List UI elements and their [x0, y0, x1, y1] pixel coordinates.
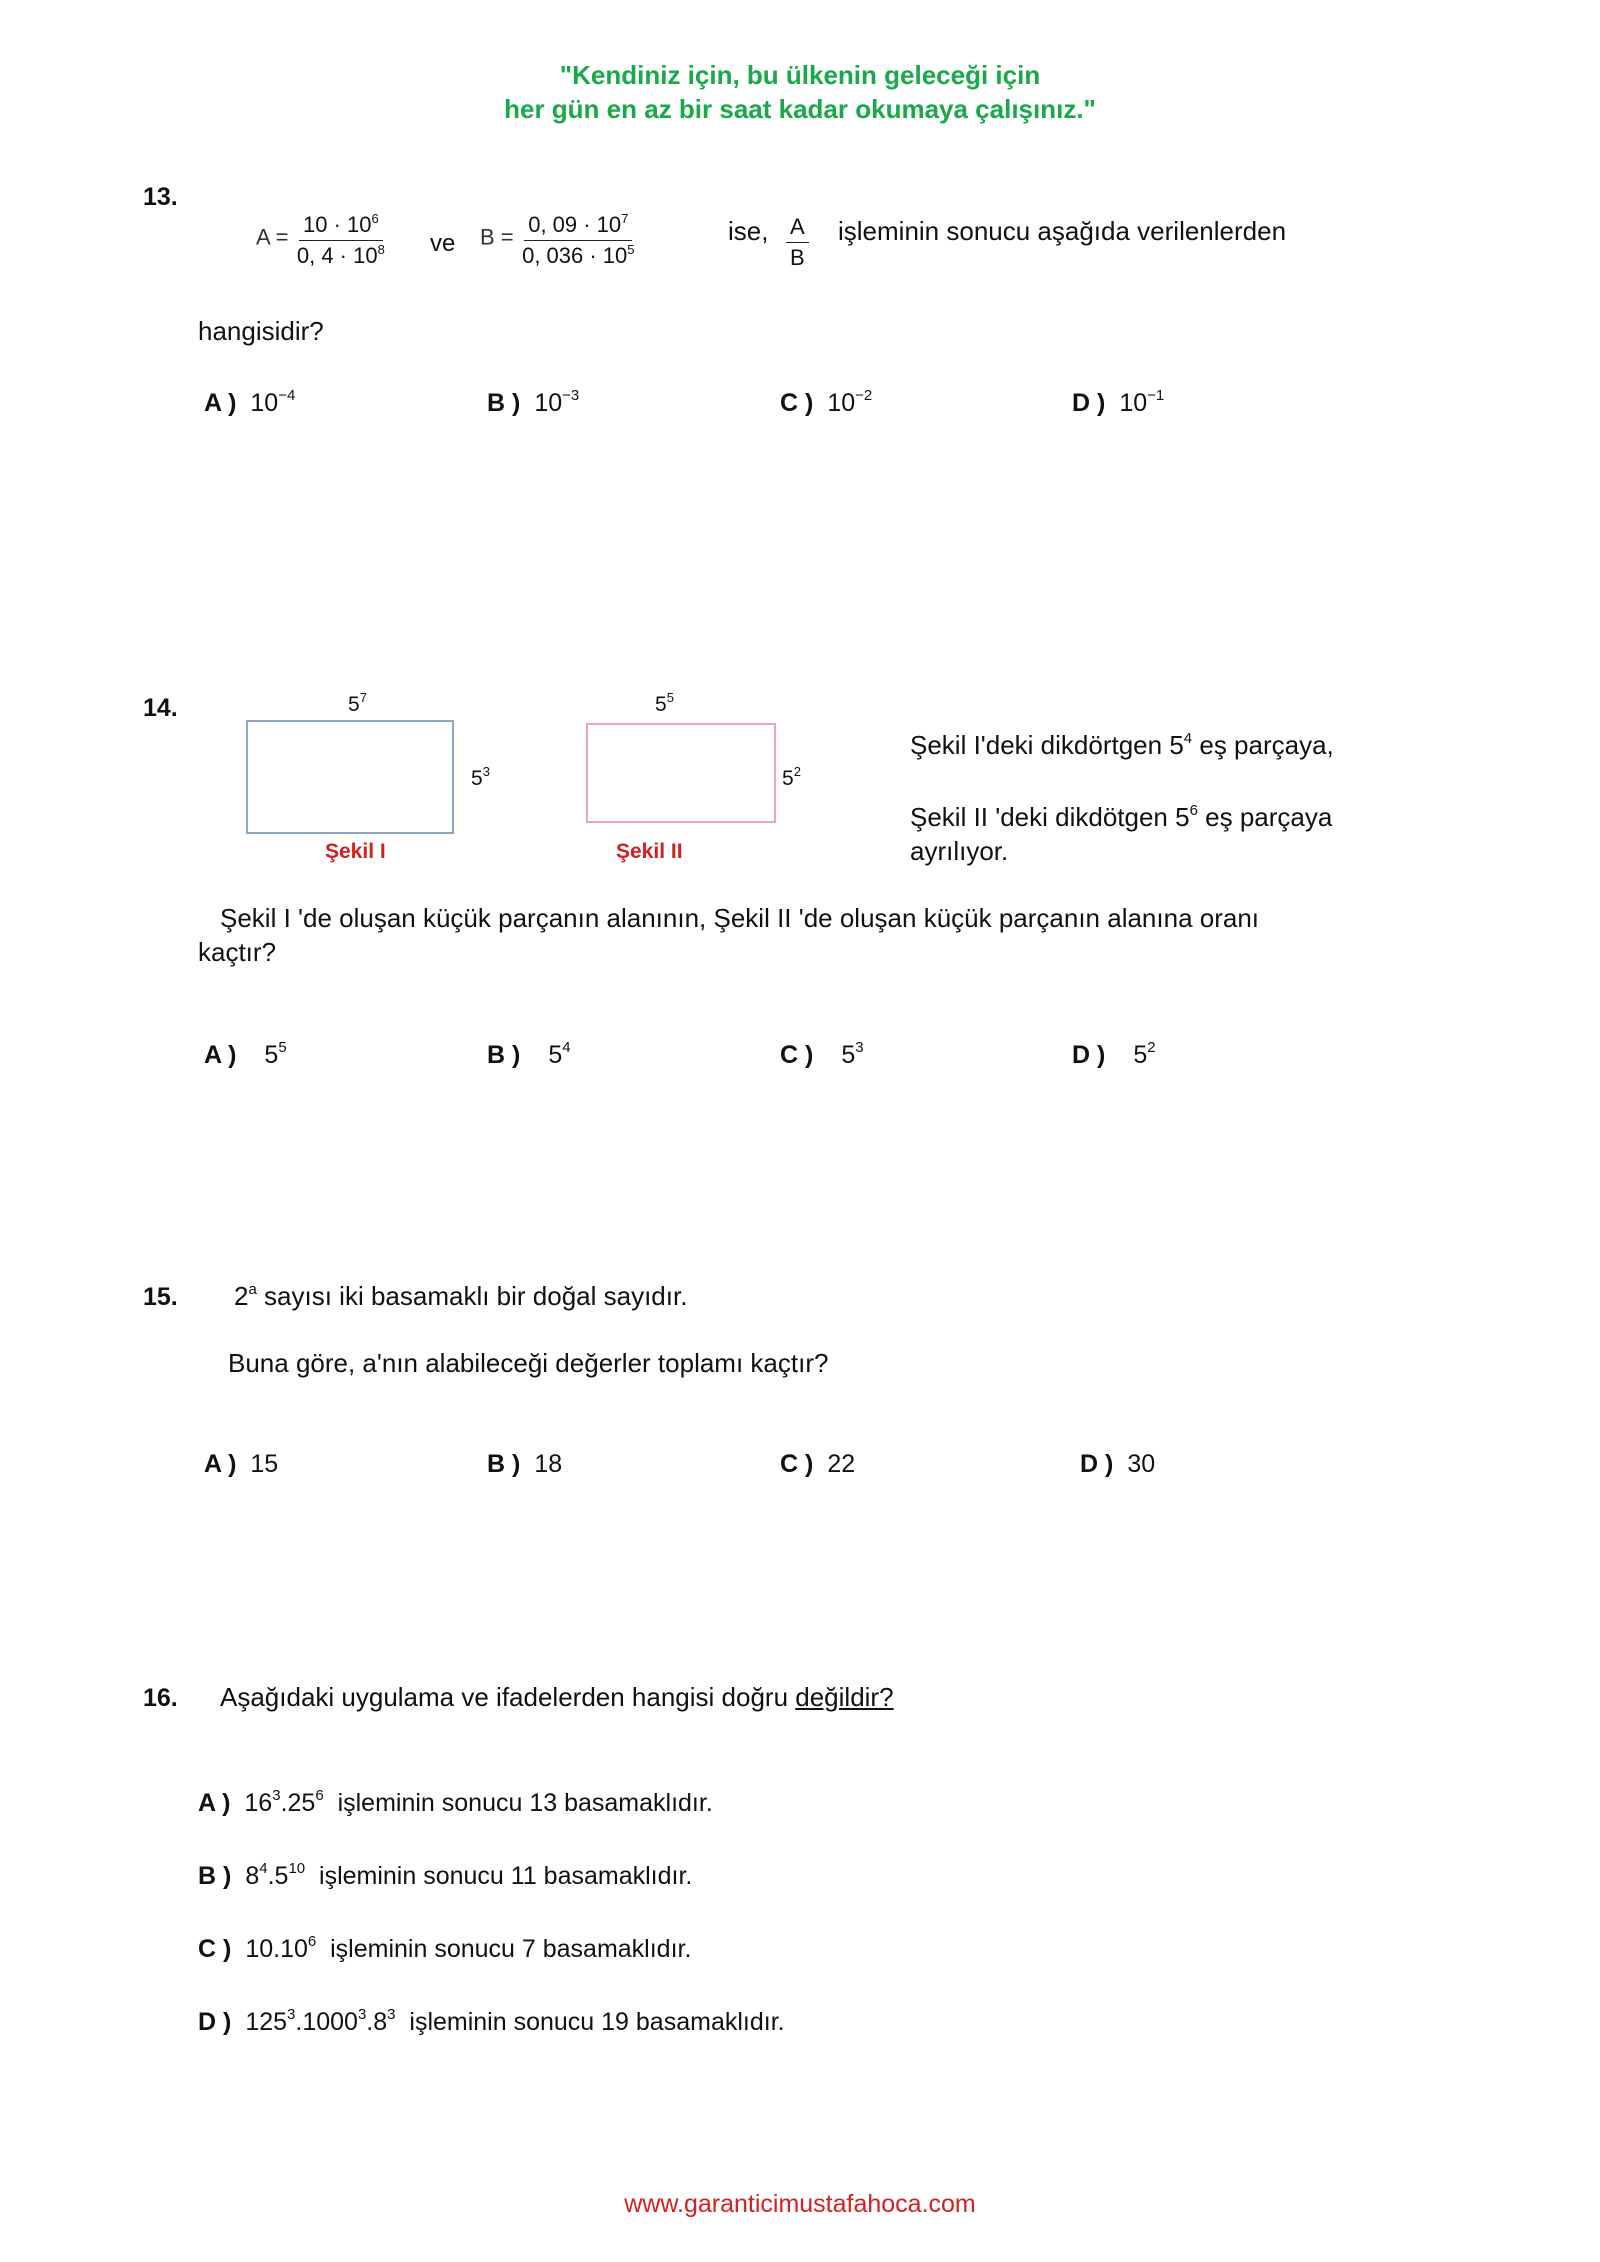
q16-stem: Aşağıdaki uygulama ve ifadelerden hangisi doğru değildir? — [220, 1682, 894, 1712]
fig1-top-label: $5^7$ — [348, 690, 367, 716]
q13-stem-text-line2: hangisidir? — [198, 316, 324, 346]
q16-option-c[interactable]: C ) 10.10$^6$ işleminin sonucu 7 basamaklıdır. — [198, 1933, 692, 1963]
q13-option-a[interactable]: A ) $10^{-4}$ — [204, 387, 296, 417]
q15-option-c[interactable]: C ) 22 — [780, 1450, 856, 1478]
q14-question-line1: Şekil I 'de oluşan küçük parçanın alanının, Şekil II 'de oluşan küçük parçanın alanına oranı — [220, 903, 1260, 933]
fig2-top-label: $5^5$ — [655, 690, 674, 716]
q13-a-fraction: $\frac{10 \cdot 10^6}{0, 4 \cdot 10^8}$ — [296, 211, 385, 268]
q13-a-expression: A = $\frac{10 \cdot 10^6}{0, 4 \cdot 10^8}$ — [256, 212, 389, 269]
q14-desc-line2: Şekil II 'deki dikdötgen $5^6$ eş parçaya — [910, 802, 1333, 832]
fig2-side-label: $5^2$ — [782, 764, 801, 790]
q15-line2: Buna göre, a'nın alabileceği değerler toplamı kaçtır? — [228, 1348, 829, 1378]
q13-stem-text: işleminin sonucu aşağıda verilenlerden — [838, 216, 1287, 246]
q13-ve: ve — [430, 230, 456, 257]
q16-option-d[interactable]: D ) $125^3.1000^3.8^3$ işleminin sonucu 19 basamaklıdır. — [198, 2006, 785, 2036]
q13-b-fraction: $\frac{0, 09 \cdot 10^7}{0, 036 \cdot 10^5}$ — [522, 211, 635, 268]
q14-option-c[interactable]: C ) $5^3$ — [780, 1039, 864, 1069]
motto-line-1: "Kendiniz için, bu ülkenin geleceği için — [559, 60, 1041, 90]
q14-desc-line1: Şekil I'deki dikdörtgen $5^4$ eş parçaya, — [910, 730, 1334, 760]
fig1-side-label: $5^3$ — [471, 764, 490, 790]
q14-option-b[interactable]: B ) $5^4$ — [487, 1039, 571, 1069]
q16-option-a[interactable]: A ) $16^3.25^6$ işleminin sonucu 13 basamaklıdır. — [198, 1787, 713, 1817]
figure-1-label: Şekil I — [325, 840, 386, 863]
question-16-number: 16. — [143, 1684, 178, 1712]
figure-1-rectangle — [246, 720, 454, 834]
question-13-number: 13. — [143, 183, 178, 211]
question-14-number: 14. — [143, 694, 178, 722]
figure-2-rectangle — [586, 723, 776, 823]
q13-option-c[interactable]: C ) $10^{-2}$ — [780, 387, 873, 417]
motto-line-2: her gün en az bir saat kadar okumaya çalışınız." — [504, 94, 1096, 124]
q15-option-a[interactable]: A ) 15 — [204, 1450, 279, 1478]
q16-stem-underlined: değildir? — [795, 1682, 894, 1712]
q13-a-over-b: $\frac{A}{B}$ — [786, 214, 809, 271]
q15-option-d[interactable]: D ) 30 — [1080, 1450, 1156, 1478]
q13-option-b[interactable]: B ) $10^{-3}$ — [487, 387, 580, 417]
q13-ise: ise, — [728, 216, 769, 246]
figure-2-label: Şekil II — [616, 840, 683, 863]
q13-option-d[interactable]: D ) $10^{-1}$ — [1072, 387, 1165, 417]
q14-option-a[interactable]: A ) $5^5$ — [204, 1039, 287, 1069]
q15-line1: 2$^a$ sayısı iki basamaklı bir doğal sayıdır. — [234, 1281, 688, 1311]
q15-option-b[interactable]: B ) 18 — [487, 1450, 563, 1478]
q13-b-expression: B = $\frac{0, 09 \cdot 10^7}{0, 036 \cdot 10^5}$ — [480, 212, 639, 269]
q16-option-b[interactable]: B ) $8^4.5^{10}$ işleminin sonucu 11 basamaklıdır. — [198, 1860, 693, 1890]
question-15-number: 15. — [143, 1283, 178, 1311]
q14-desc-line3: ayrılıyor. — [910, 836, 1009, 866]
q14-question-line2: kaçtır? — [198, 937, 277, 967]
q14-option-d[interactable]: D ) $5^2$ — [1072, 1039, 1156, 1069]
footer-website-link[interactable]: www.garanticimustafahoca.com — [624, 2190, 976, 2218]
